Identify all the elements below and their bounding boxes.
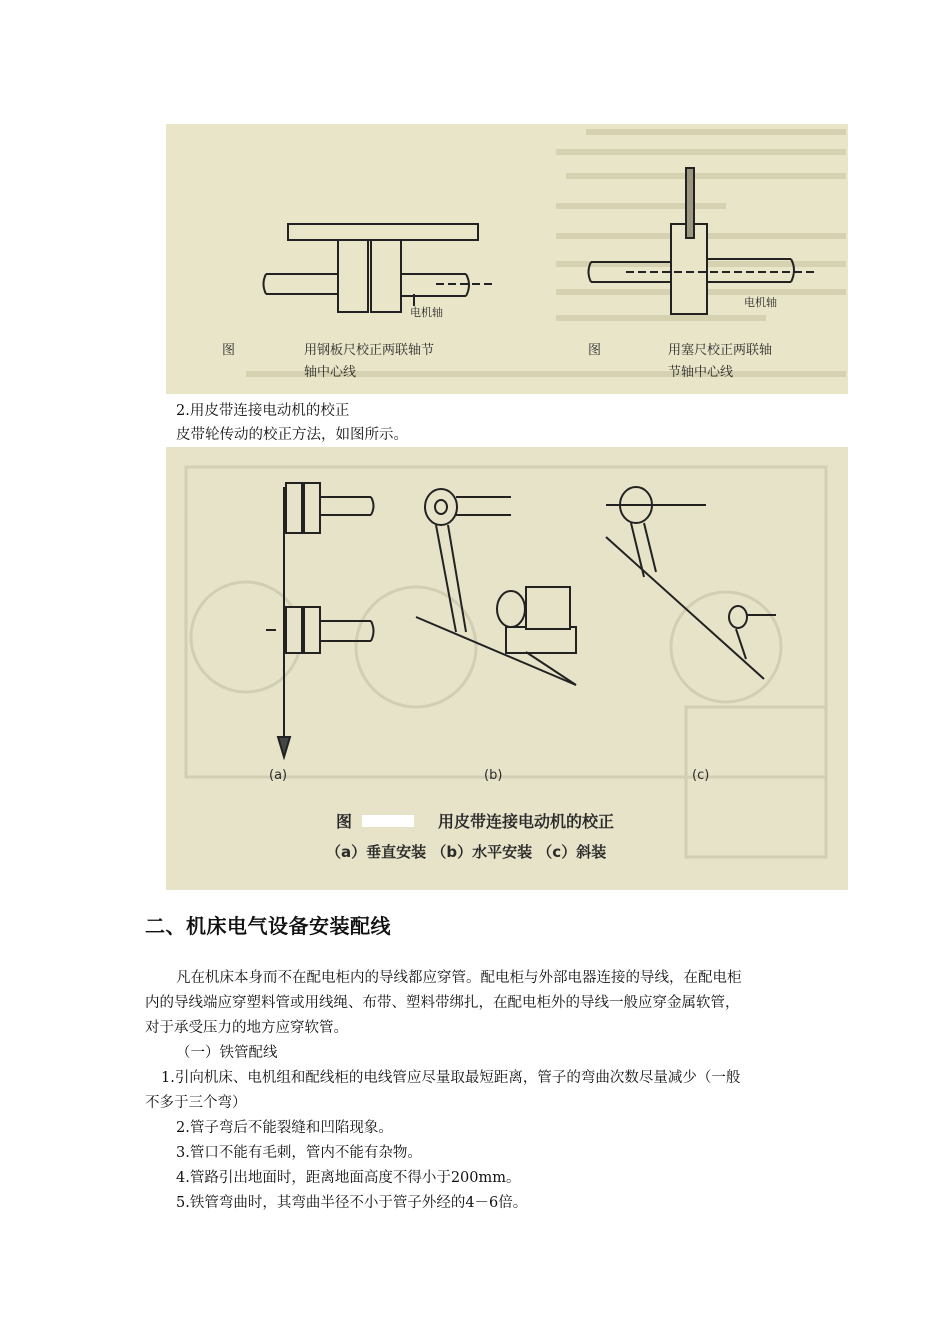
belt-correction-description: 皮带轮传动的校正方法，如图所示。 — [176, 427, 408, 443]
fig1-left-caption-line1: 用钢板尺校正两联轴节 — [304, 343, 435, 358]
fig2-label-a: (a) — [269, 768, 288, 783]
list-item: 1.引向机床、电机组和配线柜的电线管应尽量取最短距离，管子的弯曲次数尽量减少（一般 — [161, 1070, 741, 1086]
section-heading: 二、机床电气设备安装配线 — [145, 914, 391, 938]
motor-shaft-label-left: 电机轴 — [410, 306, 443, 319]
coupling-alignment-drawing — [166, 124, 848, 394]
fig2-caption-title: 用皮带连接电动机的校正 — [438, 812, 615, 831]
fig1-right-caption-line2: 节轴中心线 — [668, 365, 734, 380]
list-item-continuation: 不多于三个弯） — [145, 1095, 247, 1111]
fig2-caption-prefix: 图 — [336, 812, 353, 831]
paragraph-line: 对于承受压力的地方应穿软管。 — [145, 1020, 348, 1036]
redaction-box — [362, 815, 414, 827]
coupling-alignment-figure — [166, 124, 848, 394]
list-item: 5.铁管弯曲时，其弯曲半径不小于管子外经的4－6倍。 — [176, 1195, 528, 1211]
fig2-caption-subtitle: （a）垂直安装 （b）水平安装 （c）斜装 — [326, 843, 607, 861]
fig1-right-caption-prefix: 图 — [588, 343, 602, 358]
list-item: 2.管子弯后不能裂缝和凹陷现象。 — [176, 1120, 393, 1136]
fig1-right-caption-line1: 用塞尺校正两联轴 — [668, 343, 773, 358]
fig2-label-b: (b) — [484, 768, 503, 783]
paragraph-line: 内的导线端应穿塑料管或用线绳、布带、塑料带绑扎，在配电柜外的导线一般应穿金属软管， — [145, 995, 740, 1011]
list-item: 4.管路引出地面时，距离地面高度不得小于200mm。 — [176, 1170, 521, 1186]
paragraph-line: 凡在机床本身而不在配电柜内的导线都应穿管。配电柜与外部电器连接的导线，在配电柜 — [176, 970, 742, 986]
fig2-label-c: (c) — [692, 768, 710, 783]
belt-alignment-drawing — [166, 447, 848, 890]
fig1-left-caption-line2: 轴中心线 — [304, 365, 357, 380]
motor-shaft-label-right: 电机轴 — [744, 296, 777, 309]
list-item: 3.管口不能有毛刺，管内不能有杂物。 — [176, 1145, 422, 1161]
fig1-left-caption-prefix: 图 — [222, 343, 236, 358]
subsection-title: （一）铁管配线 — [176, 1045, 278, 1061]
belt-correction-title: 2.用皮带连接电动机的校正 — [176, 403, 350, 419]
belt-alignment-figure — [166, 447, 848, 890]
